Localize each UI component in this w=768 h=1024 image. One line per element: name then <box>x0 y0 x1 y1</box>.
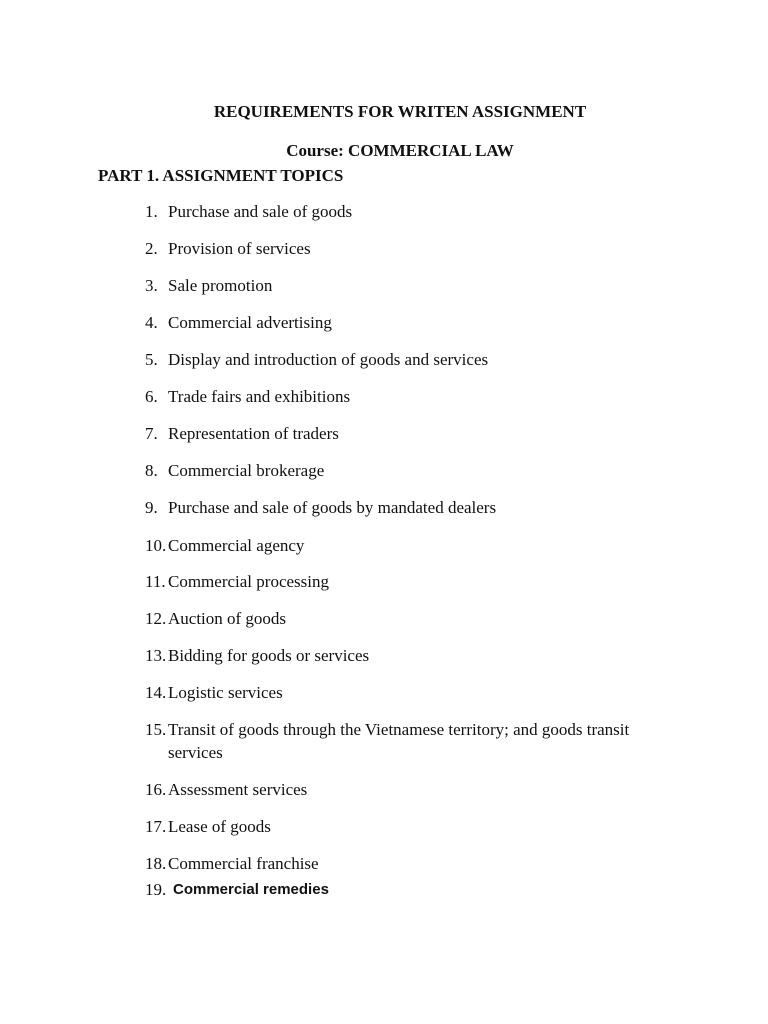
list-item <box>145 852 685 875</box>
list-item-text: Commercial remedies <box>173 881 329 898</box>
list-item-number: 6. <box>145 387 158 406</box>
list-item <box>145 237 685 260</box>
list-item <box>145 815 685 838</box>
document-title: REQUIREMENTS FOR WRITEN ASSIGNMENT <box>213 102 587 121</box>
list-item-text: Purchase and sale of goods by mandated dealers <box>168 498 497 517</box>
list-item-text: Trade fairs and exhibitions <box>168 387 351 406</box>
list-item-text: Assessment services <box>168 780 308 799</box>
list-item-number: 12. <box>145 609 167 628</box>
list-item <box>145 311 685 334</box>
list-item-text: Commercial brokerage <box>168 461 325 480</box>
list-item <box>145 778 685 801</box>
list-item-text: Transit of goods through the Vietnamese territory; and goods transit services <box>168 720 630 762</box>
list-item-number: 15. <box>145 720 167 739</box>
list-item <box>145 644 685 667</box>
list-item <box>145 496 685 519</box>
list-item <box>145 534 685 557</box>
list-item-number: 10. <box>145 536 167 555</box>
list-item <box>145 200 685 223</box>
list-item-number: 3. <box>145 276 158 295</box>
list-item-text: Bidding for goods or services <box>168 646 370 665</box>
list-item-number: 17. <box>145 817 167 836</box>
course-heading: Course: COMMERCIAL LAW <box>286 141 514 160</box>
list-item-text: Commercial advertising <box>168 313 332 332</box>
list-item-number: 7. <box>145 424 158 443</box>
list-item-text: Display and introduction of goods and services <box>168 350 489 369</box>
list-item <box>145 718 685 764</box>
list-item-number: 8. <box>145 461 158 480</box>
list-item-number: 16. <box>145 780 167 799</box>
list-item-text: Sale promotion <box>168 276 273 295</box>
list-item-number: 11. <box>145 572 166 591</box>
list-item-number: 2. <box>145 239 158 258</box>
list-item <box>145 459 685 482</box>
list-item-text: Logistic services <box>168 683 283 702</box>
list-item <box>145 348 685 371</box>
list-item-text: Purchase and sale of goods <box>168 202 353 221</box>
list-item-number: 19. <box>145 880 167 899</box>
list-item-text: Provision of services <box>168 239 311 258</box>
list-item <box>145 570 685 593</box>
list-item-number: 4. <box>145 313 158 332</box>
list-item-text: Auction of goods <box>168 609 287 628</box>
list-item-number: 9. <box>145 498 158 517</box>
list-item-number: 13. <box>145 646 167 665</box>
list-item <box>145 274 685 297</box>
list-item <box>145 385 685 408</box>
list-item-text: Commercial processing <box>168 572 329 591</box>
list-item-text: Commercial agency <box>168 536 305 555</box>
list-item <box>145 681 685 704</box>
list-item-number: 1. <box>145 202 158 221</box>
list-item-number: 5. <box>145 350 158 369</box>
list-item-number: 18. <box>145 854 167 873</box>
list-item <box>145 878 685 901</box>
list-item-number: 14. <box>145 683 167 702</box>
part-heading: PART 1. ASSIGNMENT TOPICS <box>98 166 344 185</box>
list-item <box>145 422 685 445</box>
list-item-text: Representation of traders <box>168 424 339 443</box>
list-item-text: Commercial franchise <box>168 854 319 873</box>
list-item <box>145 607 685 630</box>
list-item-text: Lease of goods <box>168 817 271 836</box>
